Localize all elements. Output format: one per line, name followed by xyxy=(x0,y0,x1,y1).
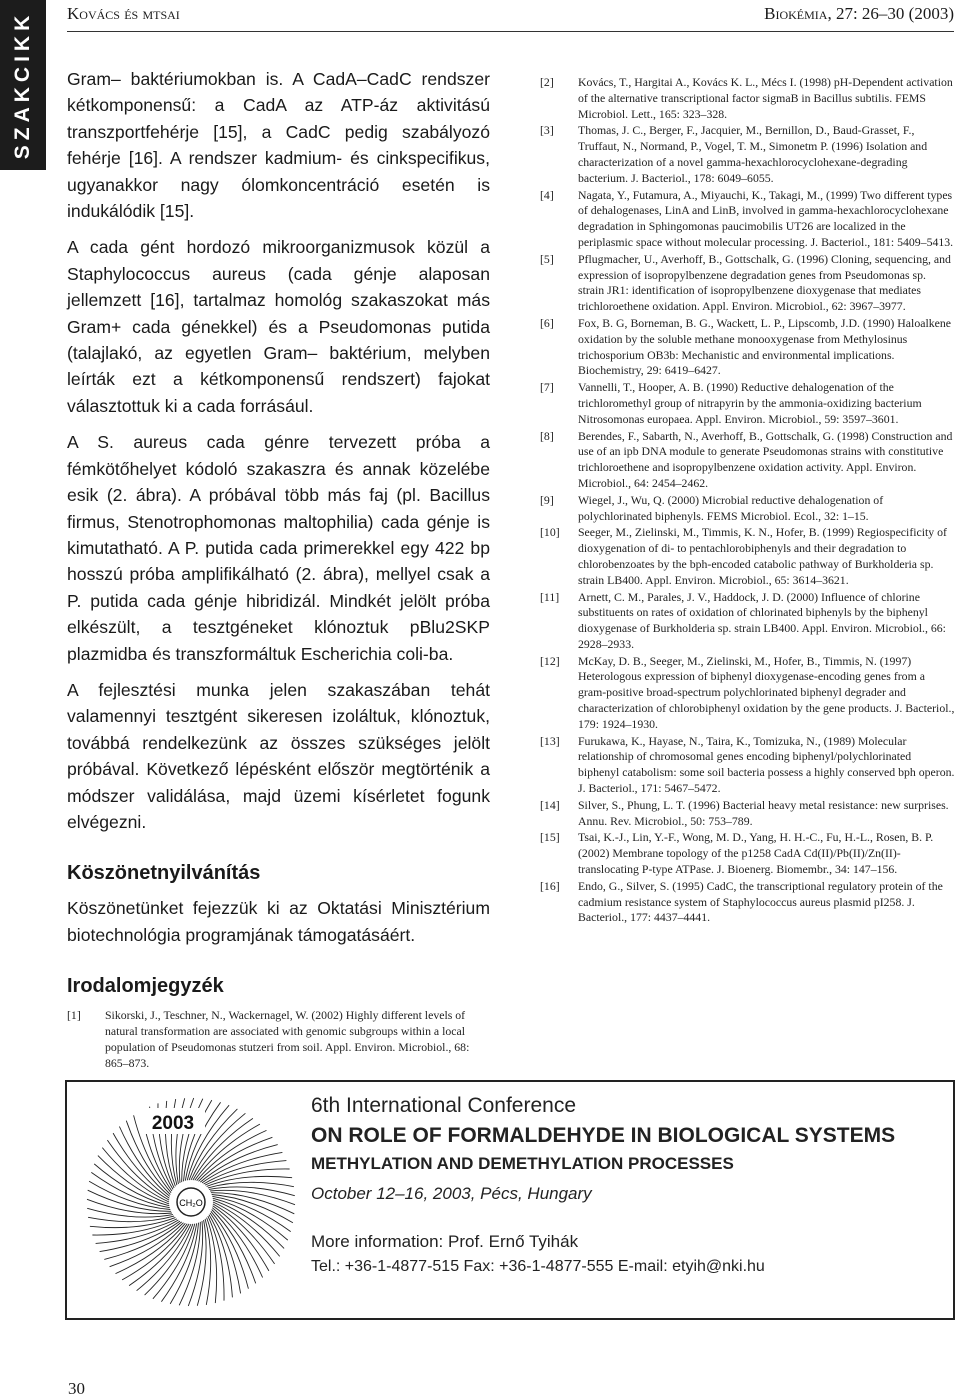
reference-item xyxy=(540,316,955,379)
reference-item xyxy=(540,429,955,492)
section-tab-label: SZAKCIKK xyxy=(11,10,34,160)
reference-text: Kovács, T., Hargitai A., Kovács K. L., Mécs I. (1998) pH-Dependent activation of the alternative transcriptional factor sigmaB in Bacillus subtilis. FEMS Microbiol. Lett., 165: 323–328. xyxy=(578,75,953,121)
reference-item xyxy=(540,123,955,186)
paragraph-2: A cada gént hordozó mikroorganizmusok közül a Staphylococcus aureus (cada génje alaposan jellemzett [16], tartalmaz homológ szakaszokat más Gram+ cada génekkel) és a Pseudomonas putida (talajlakó, az egyetlen Gram– baktérium, melyben leírták ezt a kétkomponensű rendszert) fajokat választottuk ki a cada forrásául. xyxy=(67,237,490,416)
acknowledgements-text: Köszönetünket fejezzük ki az Oktatási Minisztérium biotechnológia programjának támogatásáért. xyxy=(67,898,490,945)
reference-text: Endo, G., Silver, S. (1995) CadC, the transcriptional regulatory protein of the cadmium resistance system of Staphylococcus aureus plasmid pI258. J. Bacteriol., 177: 4437–4441. xyxy=(578,878,943,925)
reference-text: Tsai, K.-J., Lin, Y.-F., Wong, M. D., Yang, H. H.-C., Fu, H.-L., Rosen, B. P. (2002) Membrane topology of the p1258 CadA Cd(II)/Pb(II)/Zn(II)-translocating P-type ATPase. J. Bioenerg. Biomembr., 34: 147–156. xyxy=(578,830,934,877)
reference-item xyxy=(540,879,955,926)
reference-number: [7] xyxy=(540,380,554,395)
reference-item xyxy=(540,188,955,251)
reference-number: [14] xyxy=(540,797,560,812)
paragraph-4: A fejlesztési munka jelen szakaszában tehát valamennyi tesztgént sikeresen izoláltuk, klónoztuk, továbbá rendelkezünk az összes szükséges jelölt próbával. Következő lépésként először megtörténik a módszer validálása, majd üzemi kísérletet fogunk elvégezni. xyxy=(67,679,490,832)
reference-list-right xyxy=(540,75,955,927)
reference-number: [5] xyxy=(540,251,554,266)
reference-number: [8] xyxy=(540,428,554,443)
logo-formula: CH₂O xyxy=(179,1198,203,1208)
reference-number: [3] xyxy=(540,123,554,138)
reference-list-left xyxy=(67,1008,490,1071)
reference-item xyxy=(67,1008,490,1071)
conference-info xyxy=(311,1094,895,1276)
journal-volume: , 27: 26–30 (2003) xyxy=(827,4,954,23)
reference-item xyxy=(540,525,955,588)
reference-text: Arnett, C. M., Parales, J. V., Haddock, J. D. (2000) Influence of chlorine substituents on rates of oxidation of chlorinated biphenyls by the biphenyl dioxygenase of Burkholderia sp. strain LB400. Appl. Environ. Microbiol., 66: 2928–2933. xyxy=(578,589,946,651)
logo-ray xyxy=(209,1187,295,1196)
logo-year: 2003 xyxy=(151,1113,195,1134)
reference-text: Fox, B. G, Borneman, B. G., Wackett, L. P., Lipscomb, J.D. (1990) Haloalkene oxidation by the soluble methane monooxygenase from Methylosinus trichosporium OB3b: Mechanistic and environmental implications. Biochemistry, 29: 6419–6427. xyxy=(578,315,952,378)
reference-item xyxy=(540,252,955,315)
reference-text: Seeger, M., Zielinski, M., Timmis, K. N., Hofer, B. (1999) Regiospecificity of dioxygenation of di- to pentachlorobiphenyls and their degradation to chlorobenzoates by the bph-encoded catabolic pathway of Burkholderia sp. strain LB400. Appl. Environ. Microbiol., 65: 3614–3621. xyxy=(578,525,947,587)
conference-title: ON ROLE OF FORMALDEHYDE IN BIOLOGICAL SYSTEMS xyxy=(311,1124,896,1147)
conference-edition: 6th International Conference xyxy=(311,1094,577,1117)
reference-number: [2] xyxy=(540,75,554,89)
reference-number: [9] xyxy=(540,492,554,507)
reference-text: Thomas, J. C., Berger, F., Jacquier, M., Bernillon, D., Baud-Grasset, F., Truffaut, N., Normand, P., Vogel, T. M., Simonetm P. (1996) Isolation and characterization of a novel gamma-hexachlorocyclohexane-degrading bacterium. J. Bacteriol., 178: 6049–6055. xyxy=(578,123,928,185)
conference-banner xyxy=(65,1080,955,1320)
reference-item xyxy=(540,798,955,830)
paragraph-3: A S. aureus cada génre tervezett próba a fémkötőhelyet kódoló szakaszra és annak közelébe esik (2. ábra). A próbával több más faj (pl. Bacillus firmus, Stenotrophomonas maltophilia) cada génje is kimutatható. A P. putida cada primerekkel egy 422 bp hosszú próba amplifikálható (2. ábra), mellyel csak a P. putida cada génje hibridizál. Mindkét jelölt próba elkészült, a tesztgéneket klónoztuk pBlu2SKP plazmidba és transzformáltuk Escherichia coli-ba. xyxy=(67,432,490,664)
left-column xyxy=(67,66,490,1072)
reference-number: [11] xyxy=(540,589,560,604)
reference-text: Vannelli, T., Hooper, A. B. (1990) Reductive dehalogenation of the trichloromethyl group of nitrapyrin by the ammonia-oxidizing bacterium Nitrosomonas europaea. Appl. Environ. Microbiol., 59: 3597–3601. xyxy=(578,380,922,426)
section-tab xyxy=(0,0,46,170)
references-heading: Irodalomjegyzék xyxy=(67,975,224,998)
conference-subtitle: METHYLATION AND DEMETHYLATION PROCESSES xyxy=(311,1154,734,1173)
reference-text: Furukawa, K., Hayase, N., Taira, K., Tomizuka, N., (1989) Molecular relationship of chromosomal genes encoding biphenyl/polychlorinated biphenyl catabolism: some soil bacteria possess a highly conserved bph operon. J. Bacteriol., 171: 5467–5472. xyxy=(578,733,955,796)
reference-number: [1] xyxy=(67,1008,81,1023)
reference-item xyxy=(540,830,955,877)
running-head-journal xyxy=(764,4,954,24)
conference-date-place: October 12–16, 2003, Pécs, Hungary xyxy=(311,1184,592,1203)
reference-number: [10] xyxy=(540,525,560,540)
reference-number: [16] xyxy=(540,878,560,893)
reference-number: [4] xyxy=(540,187,554,202)
reference-number: [15] xyxy=(540,830,560,845)
acknowledgements-heading: Köszönetnyilvánítás xyxy=(67,862,261,885)
page-number: 30 xyxy=(68,1379,85,1398)
reference-text: Sikorski, J., Teschner, N., Wackernagel, W. (2002) Highly different levels of natural transformation are associated with genomic subgroups within a local population of Pseudomonas stutzeri from soil. Appl. Environ. Microbiol., 68: 865–873. xyxy=(105,1008,470,1070)
conference-logo xyxy=(79,1090,303,1314)
reference-text: Pflugmacher, U., Averhoff, B., Gottschalk, G. (1996) Cloning, sequencing, and expression of isopropylbenzene degradation genes from Pseudomonas sp. strain JR1: identification of isopropylbenzene dioxygenase that mediates trichloroethene oxidation. Appl. Environ. Microbiol., 62: 3967–3977. xyxy=(578,251,951,314)
logo-ray xyxy=(197,1220,206,1306)
reference-item xyxy=(540,493,955,525)
reference-text: McKay, D. B., Seeger, M., Zielinski, M., Hofer, B., Timmis, N. (1997) Heterologous expression of biphenyl dioxygenase-encoding genes from a gram-positive broad-spectrum polychlorinated biphenyl degrader and characterization of chlorobiphenyl oxidation by the gene products. J. Bacteriol., 179: 1924–1930. xyxy=(578,653,955,731)
reference-number: [13] xyxy=(540,733,560,748)
running-head-authors: Kovács és mtsai xyxy=(67,4,180,23)
reference-item xyxy=(540,654,955,733)
reference-text: Silver, S., Phung, L. T. (1996) Bacterial heavy metal resistance: new surprises. Annu. Rev. Microbiol., 50: 753–789. xyxy=(578,797,949,828)
header-rule xyxy=(67,31,954,32)
reference-item xyxy=(540,75,955,122)
reference-item xyxy=(540,590,955,653)
reference-text: Wiegel, J., Wu, Q. (2000) Microbial reductive dehalogenation of polychlorinated biphenyls. FEMS Microbiol. Ecol., 32: 1–15. xyxy=(578,492,884,523)
journal-name: Biokémia xyxy=(764,4,828,23)
reference-text: Nagata, Y., Futamura, A., Miyauchi, K., Takagi, M., (1999) Two different types of dehalogenases, LinA and LinB, involved in gamma-hexachlorocyclohexane degradation in Sphingomonas paucimobilis UT26 are localized in the periplasmic space without molecular processing. J. Bacteriol., 181: 5409–5413. xyxy=(578,187,954,249)
conference-phone-fax-email: Tel.: +36-1-4877-515 Fax: +36-1-4877-555 E-mail: etyih@nki.hu xyxy=(311,1258,765,1275)
reference-item xyxy=(540,380,955,427)
reference-number: [12] xyxy=(540,653,560,668)
reference-number: [6] xyxy=(540,315,554,330)
conference-contact: More information: Prof. Ernő Tyihák xyxy=(311,1232,579,1251)
logo-ray xyxy=(87,1208,173,1217)
reference-text: Berendes, F., Sabarth, N., Averhoff, B., Gottschalk, G. (1998) Construction and use of an ipb DNA module to generate Pseudomonas strains with constitutive trichloroethene and isopropylbenzene oxidation activity. Appl. Environ. Microbiol., 64: 2454–2462. xyxy=(578,428,953,490)
paragraph-1: Gram– baktériumokban is. A CadA–CadC rendszer kétkomponensű: a CadA az ATP-áz aktivitású transzportfehérje [15], a CadC pedig szabályozó fehérje [16]. A rendszer kadmium- és cinkspecifikus, ugyanakkor nagy ólomkoncentráció esetén is indukálódik [15]. xyxy=(67,69,490,222)
reference-item xyxy=(540,734,955,797)
